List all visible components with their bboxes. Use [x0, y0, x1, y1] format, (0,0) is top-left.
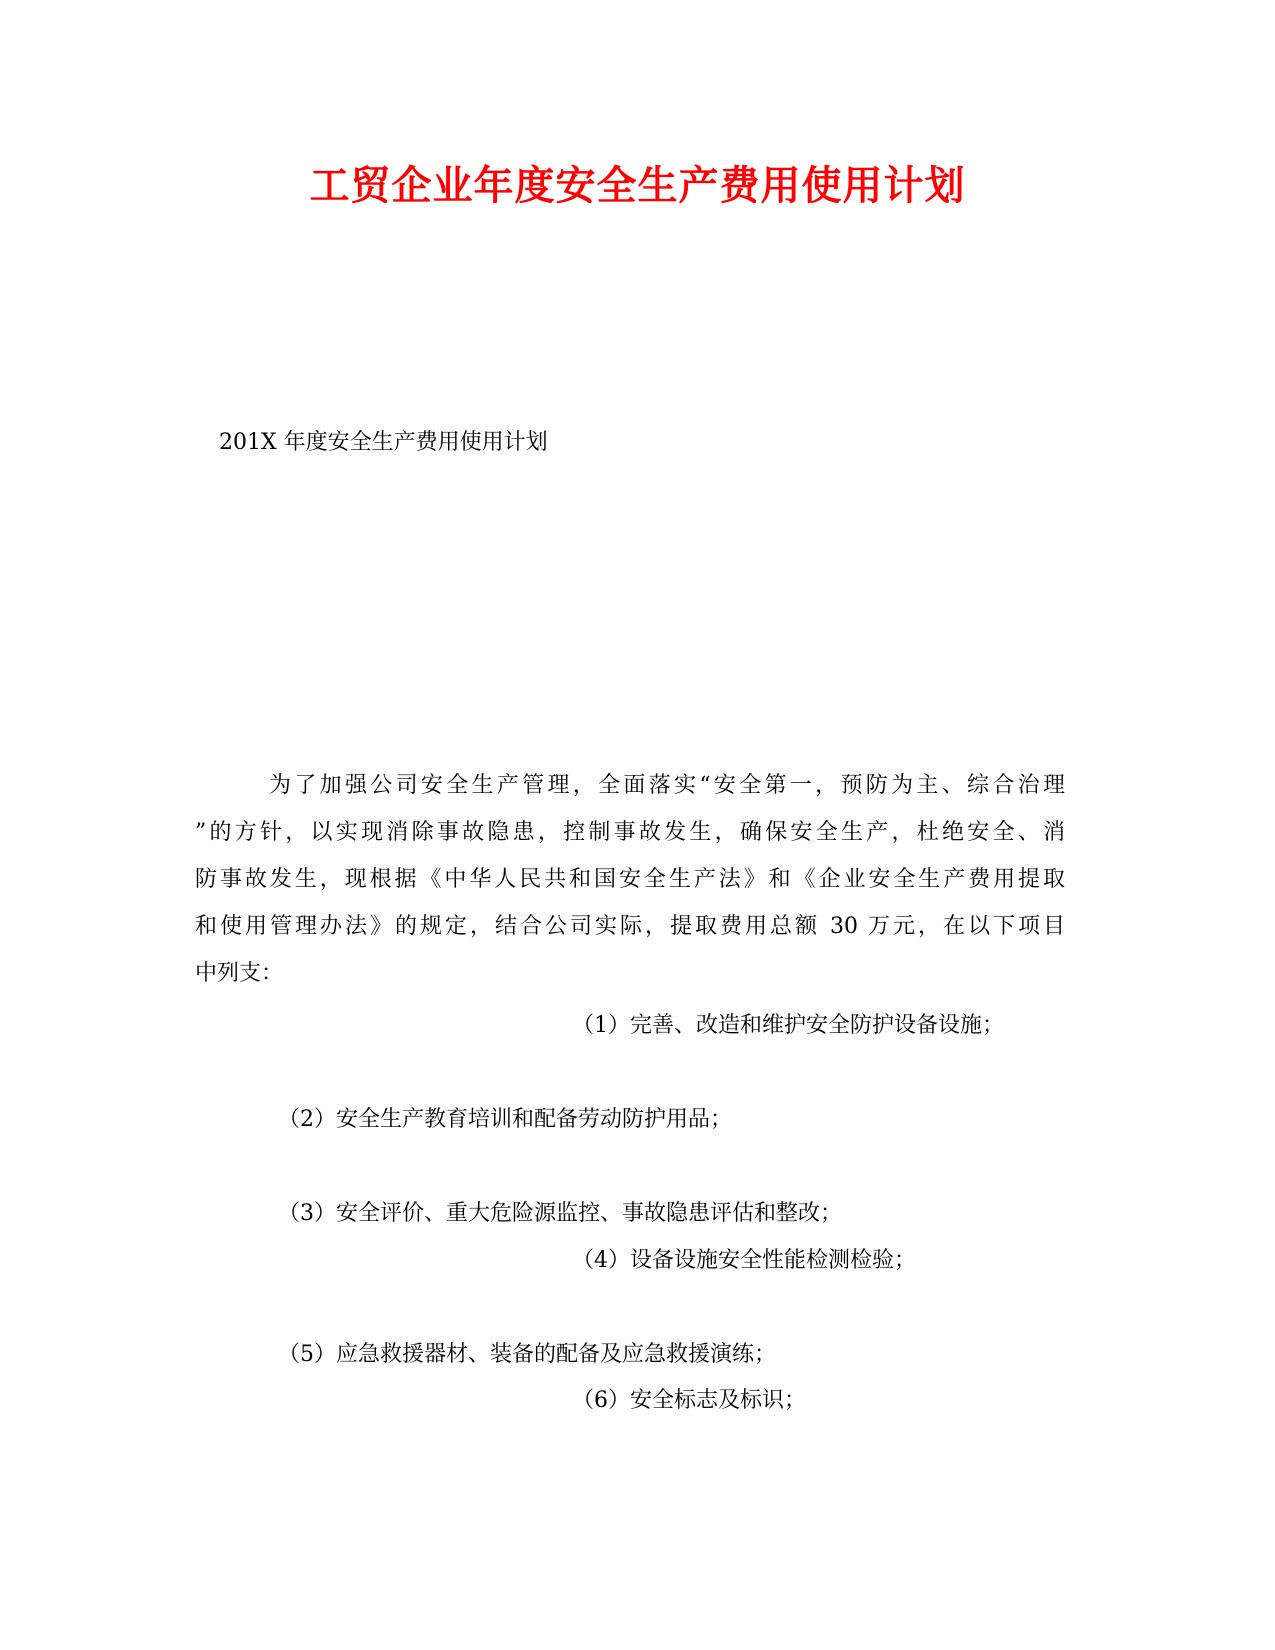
document-title: 工贸企业年度安全生产费用使用计划 — [309, 162, 966, 209]
paragraph-line: 和使用管理办法》的规定，结合公司实际，提取费用总额 30 万元，在以下项目 — [195, 914, 1065, 939]
document-subtitle: 201X 年度安全生产费用使用计划 — [219, 430, 548, 455]
list-item: （1）完善、改造和维护安全防护设备设施； — [572, 1013, 1004, 1038]
paragraph-line: 防事故发生，现根据《中华人民共和国安全生产法》和《企业安全生产费用提取 — [195, 867, 1065, 892]
list-item: （5）应急救援器材、装备的配备及应急救援演练； — [278, 1342, 776, 1367]
intro-paragraph — [195, 762, 1065, 997]
paragraph-line: 为了加强公司安全生产管理，全面落实“安全第一，预防为主、综合治理 — [269, 773, 1065, 798]
list-item: （2）安全生产教育培训和配备劳动防护用品； — [278, 1107, 732, 1132]
list-item: （3）安全评价、重大危险源监控、事故隐患评估和整改； — [278, 1201, 842, 1226]
list-item: （6）安全标志及标识； — [572, 1388, 806, 1413]
paragraph-line: ”的方针，以实现消除事故隐患，控制事故发生，确保安全生产，杜绝安全、消 — [195, 820, 1065, 845]
paragraph-line: 中列支： — [195, 961, 284, 986]
list-item: （4）设备设施安全性能检测检验； — [572, 1248, 916, 1273]
